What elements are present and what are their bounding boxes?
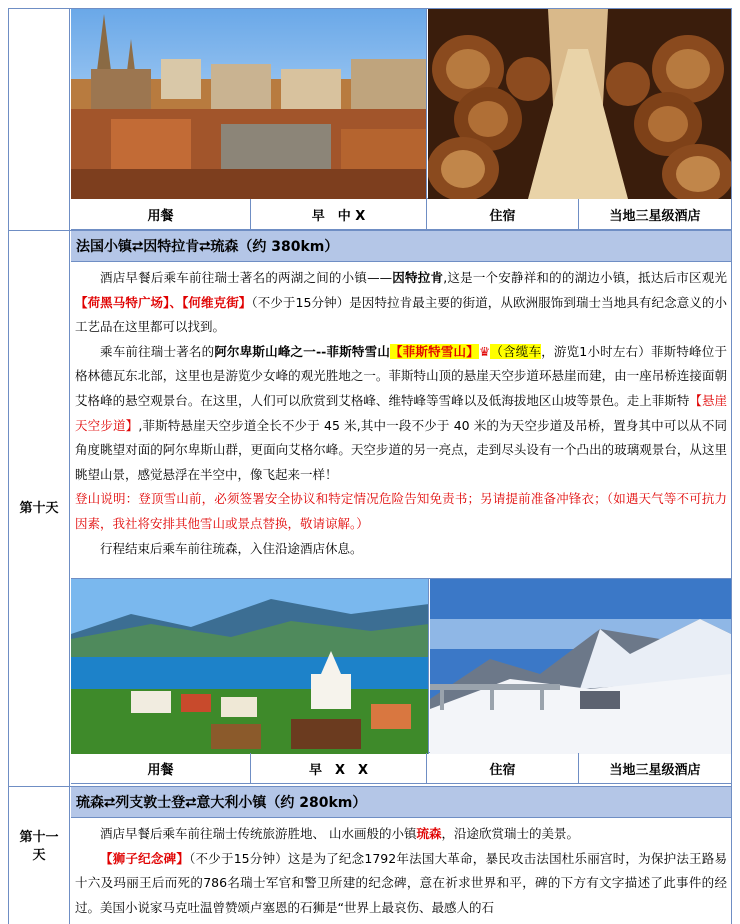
prev-day-row (9, 9, 731, 230)
paragraph-2: 乘车前往瑞士著名的阿尔卑斯山峰之一--菲斯特雪山【菲斯特雪山】♛（含缆车，游览1小时左右）菲斯特峰位于格林德瓦东北部，这里也是游览少女峰的观光胜地之一。菲斯特山顶的悬崖天空步道环悬崖而建，由一座吊桥连接面朝艾格峰的悬空观景台。在这里，人们可以欣赏到艾格峰、维特峰等雪峰以及低海拔地区山坡等景色。走上菲斯特【悬崖天空步道】,菲斯特悬崖天空步道全长不少于 45 米,其中一段不少于 40 米的为天空步道及吊桥，置身其中可以从不同角度眺望对面的阿尔卑斯山群，更面向艾格尔峰。天空步道的另一亮点，走到尽头设有一个凸出的玻璃观景台，从这里眺望山景，感觉悬浮在半空中，像飞起来一样！ (75, 343, 727, 482)
day-10-row (9, 231, 731, 786)
day-description (71, 818, 731, 920)
hotel-value: 当地三星级酒店 (609, 762, 701, 778)
day-description (71, 262, 731, 578)
day-label: 第十一 天 (9, 787, 70, 924)
lake-town-photo (71, 579, 429, 754)
meal-value: 早 中 X (251, 199, 427, 229)
day-title: 法国小镇⮂因特拉肯⮂琉森（约 380km） (71, 231, 731, 262)
paragraph-2: 【狮子纪念碑】（不少于15分钟）这是为了纪念1792年法国大革命，暴民攻击法国杜乐丽宫时，为保护法王路易十六及玛丽王后而死的786名瑞士军官和警卫所建的纪念碑，意在祈求世界和平，碑的下方有文字描述了此事件的经过。美国小说家马克吐温曾赞颂卢塞恩的石狮是“世界上最哀伤、最感人的石 (75, 850, 727, 915)
meal-label: 用餐 (71, 199, 251, 229)
image-row-1 (71, 9, 731, 199)
paragraph-1: 酒店早餐后乘车前往瑞士传统旅游胜地、 山水画般的小镇琉森，沿途欣赏瑞士的美景。 (100, 826, 580, 841)
paragraph-1: 酒店早餐后乘车前往瑞士著名的两湖之间的小镇——因特拉肯,这是一个安静祥和的的湖边小镇，抵达后市区观光【荷黑马特广场】、【何维克街】（不少于15分钟）是因特拉肯最主要的街道，从欧洲服饰到瑞士当地具有纪念意义的小工艺品在这里都可以找到。 (75, 270, 727, 335)
meal-row-1 (71, 199, 731, 230)
hotel-label: 住宿 (427, 199, 579, 229)
mountain-notice: 登山说明：登顶雪山前，必须签署安全协议和特定情况危险告知免责书；另请提前准备冲锋衣；（如遇天气等不可抗力因素，我社将安排其他雪山或景点替换，敬请谅解。） (75, 491, 727, 531)
day-label: 第十天 (9, 231, 70, 786)
meal-value: 早 X X (251, 753, 427, 783)
crown-icon: ♛ (478, 343, 491, 359)
hotel-value: 当地三星级酒店 (609, 208, 701, 224)
paragraph-4: 行程结束后乘车前往琉森，入住沿途酒店休息。 (100, 540, 363, 556)
image-row-2 (71, 578, 731, 753)
itinerary-table (8, 8, 732, 924)
meal-row-2 (71, 753, 731, 784)
hotel-label: 住宿 (427, 753, 579, 783)
day-title: 琉森⮂列支敦士登⮂意大利小镇（约 280km） (71, 787, 731, 818)
wine-cellar-photo (428, 9, 731, 199)
day-11-row (9, 787, 731, 924)
town-photo (71, 9, 427, 199)
meal-label: 用餐 (71, 753, 251, 783)
day-column-empty (9, 9, 70, 230)
snow-mountain-photo (430, 579, 731, 754)
